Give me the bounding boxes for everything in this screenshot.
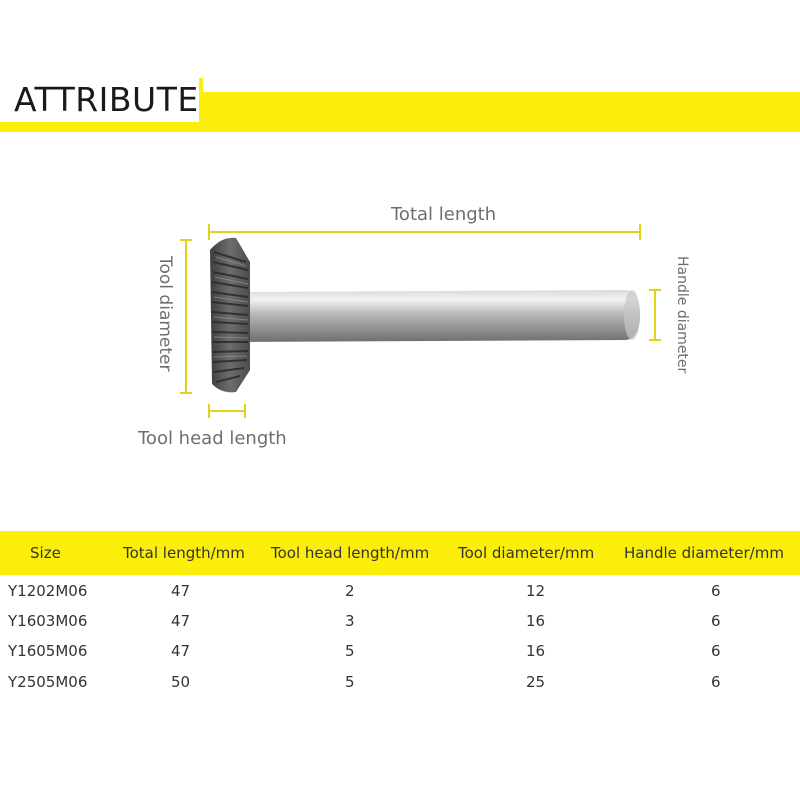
table-row-4-size: Y2505M06	[8, 673, 88, 691]
table-row-2-size: Y1603M06	[8, 612, 88, 630]
total-length-label: Total length	[391, 204, 497, 225]
table-row-3-handle-diameter: 6	[711, 642, 721, 660]
table-row-2-tool-diameter: 16	[526, 612, 546, 630]
tool-head	[210, 238, 250, 393]
table-row-4-handle-diameter: 6	[711, 673, 721, 691]
table-row-4-total-length: 50	[171, 673, 191, 691]
table-row-3-size: Y1605M06	[8, 642, 88, 660]
table-row-1-total-length: 47	[171, 582, 191, 600]
tool-shaft	[240, 290, 640, 342]
column-header-total-length: Total length/mm	[123, 544, 245, 562]
table-row-2-handle-diameter: 6	[711, 612, 721, 630]
table-row-3-head-length: 5	[345, 642, 355, 660]
table-row-3-tool-diameter: 16	[526, 642, 546, 660]
handle-diameter-label: Handle diameter	[674, 256, 690, 374]
table-row-1-head-length: 2	[345, 582, 355, 600]
table-row-4-head-length: 5	[345, 673, 355, 691]
column-header-tool-diameter: Tool diameter/mm	[458, 544, 595, 562]
table-row-2-total-length: 47	[171, 612, 191, 630]
table-row-1-handle-diameter: 6	[711, 582, 721, 600]
table-row-1-tool-diameter: 12	[526, 582, 546, 600]
tool-diameter-label: Tool diameter	[155, 256, 175, 372]
column-header-size: Size	[30, 544, 61, 562]
table-row-1-size: Y1202M06	[8, 582, 88, 600]
column-header-handle-diameter: Handle diameter/mm	[624, 544, 784, 562]
page-title: ATTRIBUTE	[14, 80, 199, 119]
table-row-2-head-length: 3	[345, 612, 355, 630]
table-row-3-total-length: 47	[171, 642, 191, 660]
tool-head-length-label: Tool head length	[138, 428, 287, 449]
column-header-tool-head-length: Tool head length/mm	[271, 544, 430, 562]
table-row-4-tool-diameter: 25	[526, 673, 546, 691]
